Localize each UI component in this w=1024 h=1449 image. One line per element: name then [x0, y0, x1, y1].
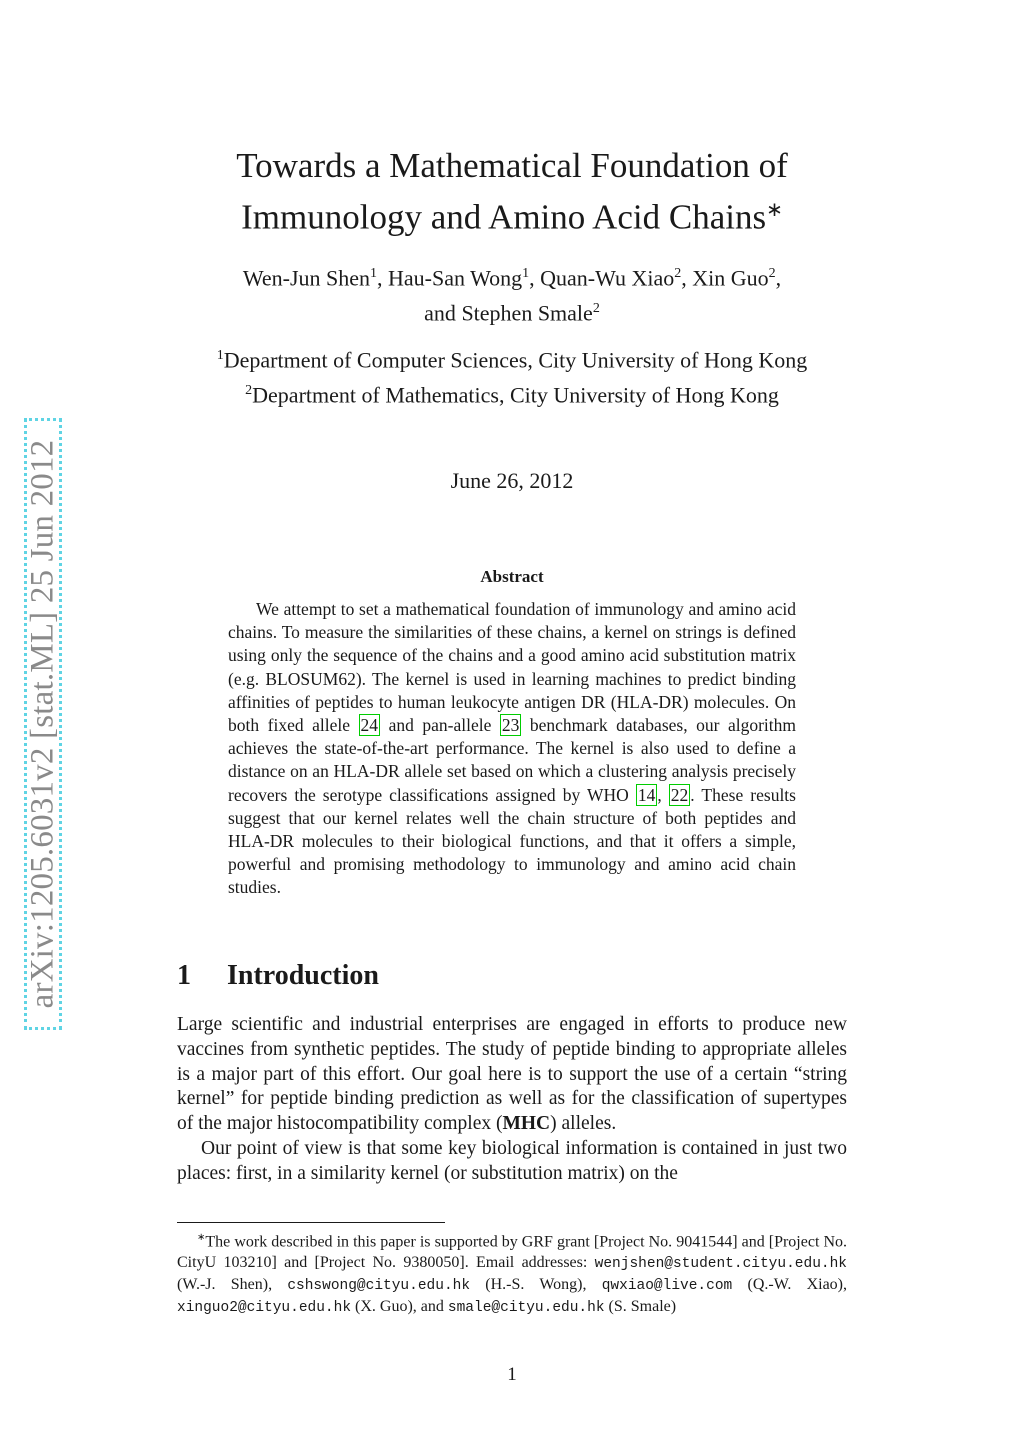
paper-date: June 26, 2012 — [450, 468, 574, 493]
citation-link[interactable]: 14 — [637, 784, 656, 805]
footnote: ∗The work described in this paper is supported by GRF grant [Project No. 9041544] and [Project No. CityU 103210] and [Project No. 9380050]. Email addresses: wenjshen@student.cityu.edu.hk (W.-J. Shen), cshswong@cityu.edu.hk (H.-S. Wong), qwxiao@live.com (Q.-W. Xiao), xinguo2@cityu.edu.hk (X. Guo), and smale@cityu.edu.hk (S. Smale) — [177, 1232, 847, 1316]
author-affiliation-mark: 1 — [370, 266, 378, 281]
author-name: Stephen Smale — [461, 300, 593, 326]
section-heading — [177, 960, 379, 992]
footnote-rule — [177, 1222, 445, 1223]
email-link[interactable]: smale@cityu.edu.hk — [447, 1299, 605, 1316]
author-affiliation-mark: 2 — [674, 266, 682, 281]
title-line-2: Immunology and Amino Acid Chains — [241, 197, 767, 237]
paper-title — [180, 144, 844, 240]
author-affiliation-mark: 1 — [522, 266, 530, 281]
abstract-heading: Abstract — [480, 567, 544, 586]
page-number: 1 — [507, 1364, 517, 1385]
paragraph: Large scientific and industrial enterprises are engaged in efforts to produce new vaccines from synthetic peptides. The study of peptide binding to appropriate alleles is a major part of this effort. Our goal here is to support the use of a certain “string kernel” for peptide binding prediction as well as for the classification of supertypes of the major histocompatibility complex (MHC) alleles. — [177, 1014, 847, 1135]
citation-link[interactable]: 23 — [501, 715, 520, 736]
title-footnote-mark: ∗ — [766, 199, 783, 221]
author-list: Wen-Jun Shen$^1$, Hau-San Wong$^1$, Quan-Wu Xiao$^2$, Xin Guo$^2$, and Stephen Smale$^2$ — [242, 265, 782, 326]
email-link[interactable]: cshswong@cityu.edu.hk — [287, 1277, 471, 1294]
intro-text — [177, 1013, 847, 1187]
citation-link[interactable]: 22 — [670, 784, 689, 805]
arxiv-stamp — [24, 418, 62, 1030]
affiliations — [160, 340, 864, 411]
author-name: Quan-Wu Xiao — [540, 265, 675, 291]
paragraph: Our point of view is that some key biological information is contained in just two places: first, in a similarity kernel (or substitution matrix) on the — [177, 1137, 847, 1184]
abstract-body: We attempt to set a mathematical foundation of immunology and amino acid chains. To measure the similarities of these chains, a kernel on strings is defined using only the sequence of the chains and a good amino acid substitution matrix (e.g. BLOSUM62). The kernel is used in learning machines to predict binding affinities of peptides to human leukocyte antigen DR (HLA-DR) molecules. On both fixed allele 24 and pan-allele 23 benchmark databases, our algorithm achieves the state-of-the-art performance. The kernel is also used to define a distance on an HLA-DR allele set based on which a clustering analysis precisely recovers the serotype classifications assigned by WHO 14 , 22 . These results suggest that our kernel relates well the chain structure of both peptides and HLA-DR molecules to their biological functions, and that it offers a simple, powerful and promising methodology to immunology and amino acid chain studies. — [228, 599, 797, 898]
email-link[interactable]: qwxiao@live.com — [601, 1277, 733, 1294]
author-name: Hau-San Wong — [388, 265, 523, 291]
title-line-1: Towards a Mathematical Foundation of — [236, 146, 788, 185]
author-affiliation-mark: 2 — [768, 266, 776, 281]
email-link[interactable]: wenjshen@student.cityu.edu.hk — [594, 1256, 847, 1273]
email-link[interactable]: xinguo2@cityu.edu.hk — [177, 1299, 352, 1316]
section-number: 1 — [177, 960, 191, 991]
arxiv-stamp-text: arXiv:1205.6031v2 [stat.ML] 25 Jun 2012 — [24, 439, 61, 1009]
author-affiliation-mark: 2 — [592, 301, 600, 317]
affiliation-1: $^1$Department of Computer Sciences, City University of Hong Kong — [216, 347, 808, 373]
affiliation-2: $^2$Department of Mathematics, City University of Hong Kong — [245, 382, 779, 408]
author-name: Wen-Jun Shen — [242, 265, 371, 291]
citation-link[interactable]: 24 — [360, 715, 379, 736]
section-title: Introduction — [227, 960, 379, 991]
author-name: Xin Guo — [692, 265, 769, 291]
